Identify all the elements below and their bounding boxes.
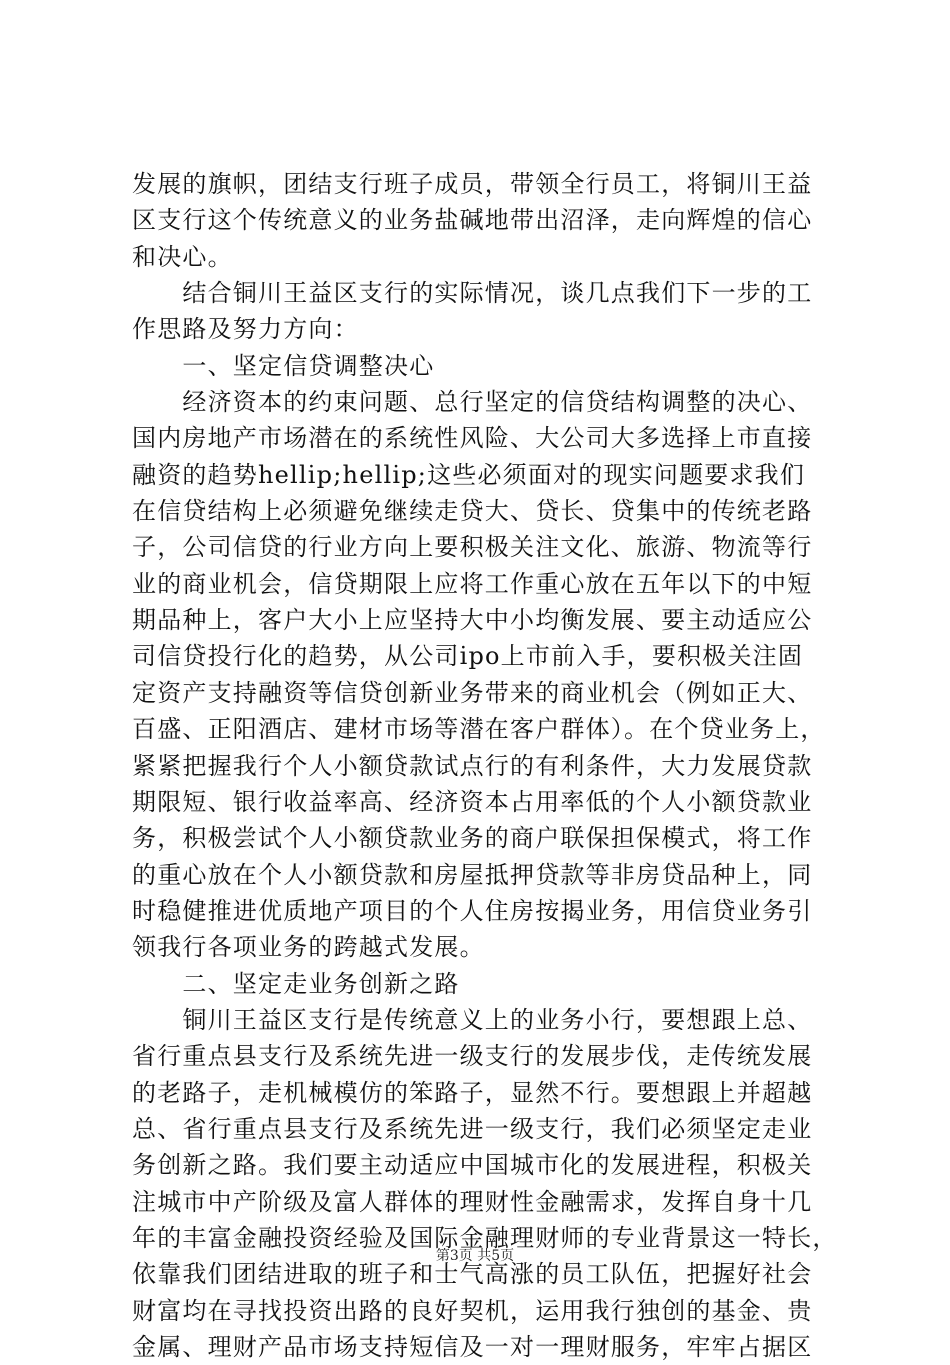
text-line: 区支行这个传统意义的业务盐碱地带出沼泽，走向辉煌的信心 (132, 206, 813, 235)
text-line: 期限短、银行收益率高、经济资本占用率低的个人小额贷款业 (132, 787, 813, 816)
text-line: 和决心。 (132, 242, 233, 271)
text-line: 时稳健推进优质地产项目的个人住房按揭业务，用信贷业务引 (132, 896, 813, 925)
text-line: 注城市中产阶级及富人群体的理财性金融需求，发挥自身十几 (132, 1187, 813, 1216)
text-line: 司信贷投行化的趋势，从公司ipo上市前入手，要积极关注固 (132, 642, 804, 671)
text-line: 国内房地产市场潜在的系统性风险、大公司大多选择上市直接 (132, 424, 813, 453)
text-line: 在信贷结构上必须避免继续走贷大、贷长、贷集中的传统老路 (132, 497, 813, 526)
text-line: 的老路子，走机械模仿的笨路子，显然不行。要想跟上并超越 (132, 1078, 813, 1107)
text-line: 经济资本的约束问题、总行坚定的信贷结构调整的决心、 (132, 388, 813, 417)
text-line: 依靠我们团结进取的班子和士气高涨的员工队伍，把握好社会 (132, 1260, 813, 1289)
text-line: 财富均在寻找投资出路的良好契机，运用我行独创的基金、贵 (132, 1296, 813, 1325)
text-line: 百盛、正阳酒店、建材市场等潜在客户群体）。在个贷业务上， (132, 715, 826, 744)
text-line: 业的商业机会，信贷期限上应将工作重心放在五年以下的中短 (132, 569, 813, 598)
text-line: 作思路及努力方向： (132, 315, 359, 344)
text-line: 期品种上，客户大小上应坚持大中小均衡发展、要主动适应公 (132, 606, 813, 635)
text-line: 年的丰富金融投资经验及国际金融理财师的专业背景这一特长， (132, 1223, 838, 1252)
text-line: 总、省行重点县支行及系统先进一级支行，我们必须坚定走业 (132, 1114, 813, 1143)
body-text (132, 166, 838, 1365)
text-line: 子，公司信贷的行业方向上要积极关注文化、旅游、物流等行 (132, 533, 813, 562)
text-line: 紧紧把握我行个人小额贷款试点行的有利条件，大力发展贷款 (132, 751, 813, 780)
text-line: 定资产支持融资等信贷创新业务带来的商业机会（例如正大、 (132, 678, 813, 707)
text-line: 的重心放在个人小额贷款和房屋抵押贷款等非房贷品种上，同 (132, 860, 813, 889)
text-line: 金属、理财产品市场支持短信及一对一理财服务，牢牢占据区 (132, 1333, 813, 1361)
text-line: 务创新之路。我们要主动适应中国城市化的发展进程，积极关 (132, 1151, 813, 1180)
text-line: 铜川王益区支行是传统意义上的业务小行，要想跟上总、 (132, 1005, 813, 1034)
text-line: 发展的旗帜，团结支行班子成员，带领全行员工，将铜川王益 (132, 170, 813, 198)
text-line: 融资的趋势hellip;hellip;这些必须面对的现实问题要求我们 (132, 460, 806, 489)
text-line: 一、坚定信贷调整决心 (132, 351, 435, 380)
page-footer: 第3页 共5页 (435, 1248, 515, 1264)
text-line: 省行重点县支行及系统先进一级支行的发展步伐，走传统发展 (132, 1042, 813, 1071)
text-line: 务，积极尝试个人小额贷款业务的商户联保担保模式，将工作 (132, 824, 813, 853)
text-line: 二、坚定走业务创新之路 (132, 969, 460, 998)
text-line: 领我行各项业务的跨越式发展。 (132, 933, 485, 962)
text-line: 结合铜川王益区支行的实际情况，谈几点我们下一步的工 (132, 279, 813, 308)
